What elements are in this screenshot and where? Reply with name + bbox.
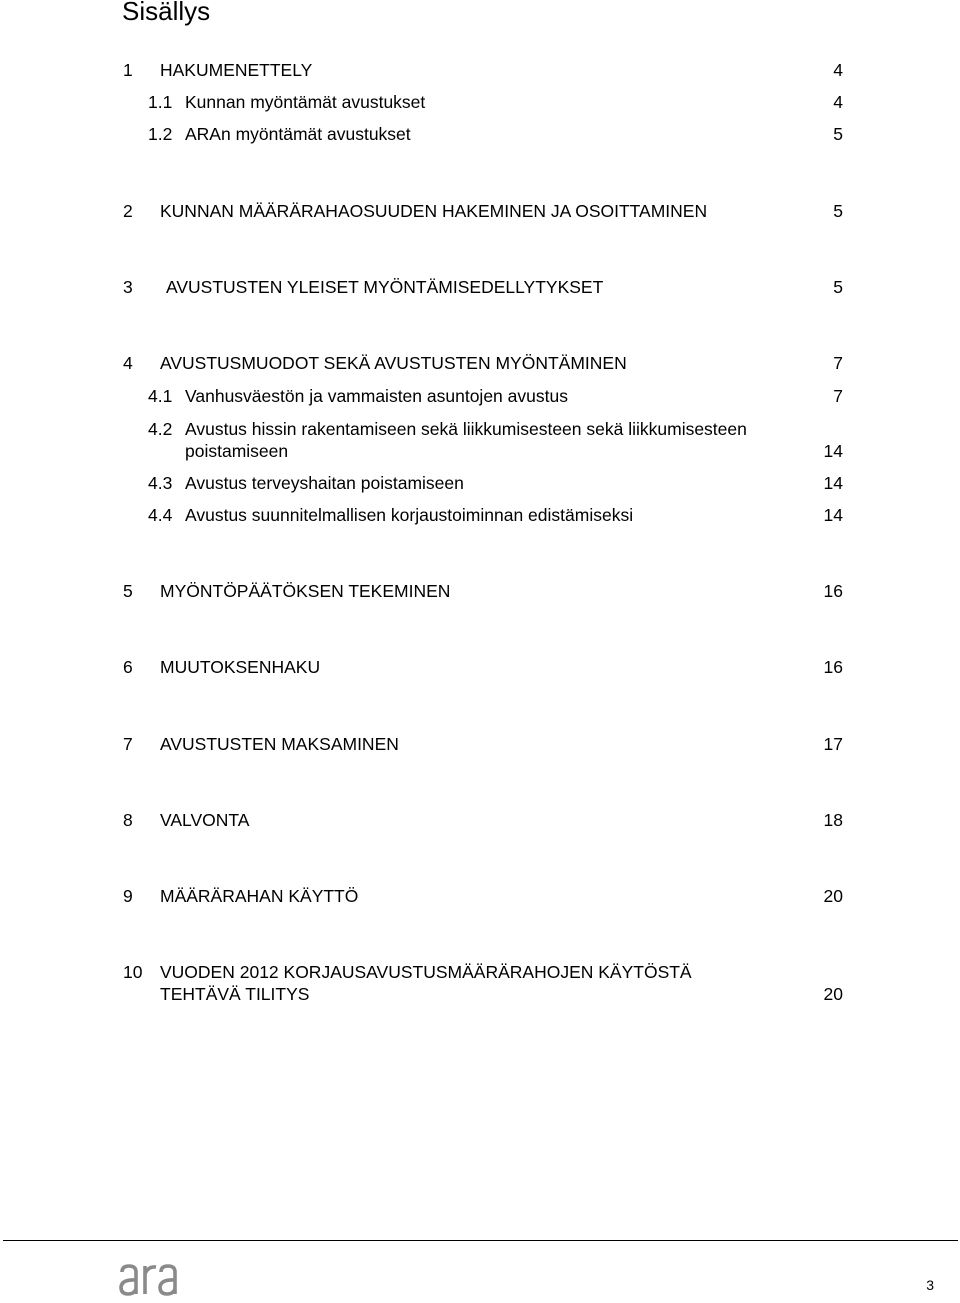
toc-number: 6: [123, 657, 133, 677]
toc-title: VALVONTA: [160, 810, 250, 830]
toc-number: 8: [123, 810, 133, 830]
toc-title: AVUSTUSTEN YLEISET MYÖNTÄMISEDELLYTYKSET: [166, 277, 604, 297]
toc-number: 1.1: [148, 92, 173, 112]
page-number: 3: [926, 1277, 934, 1293]
toc-page-number: 5: [833, 124, 843, 144]
toc-title: Avustus hissin rakentamiseen sekä liikkumisesteen sekä liikkumisesteen: [185, 419, 747, 439]
toc-title: HAKUMENETTELY: [160, 60, 313, 80]
toc-number: 1.2: [148, 124, 173, 144]
toc-page-number: 20: [823, 886, 843, 906]
toc-number: 5: [123, 581, 133, 601]
toc-title: MUUTOKSENHAKU: [160, 657, 321, 677]
toc-number: 4: [123, 353, 133, 373]
toc-number: 3: [123, 277, 133, 297]
toc-title: AVUSTUSMUODOT SEKÄ AVUSTUSTEN MYÖNTÄMINEN: [160, 353, 627, 373]
toc-page-number: 4: [833, 92, 843, 112]
footer-divider: [3, 1240, 958, 1241]
toc-title: AVUSTUSTEN MAKSAMINEN: [160, 734, 399, 754]
toc-page-number: 7: [833, 386, 843, 406]
toc-page-number: 20: [823, 984, 843, 1004]
toc-page-number: 7: [833, 353, 843, 373]
toc-number: 1: [123, 60, 133, 80]
toc-page-number: 14: [823, 441, 843, 461]
toc-number: 2: [123, 201, 133, 221]
toc-page-number: 14: [823, 473, 843, 493]
toc-title: MÄÄRÄRAHAN KÄYTTÖ: [160, 886, 359, 906]
toc-page-number: 5: [833, 201, 843, 221]
toc-number: 7: [123, 734, 133, 754]
ara-logo: [118, 1258, 192, 1300]
toc-title: Avustus terveyshaitan poistamiseen: [185, 473, 464, 493]
toc-title: MYÖNTÖPÄÄTÖKSEN TEKEMINEN: [160, 581, 451, 601]
toc-page-number: 18: [823, 810, 843, 830]
toc-number: 4.3: [148, 473, 173, 493]
toc-heading: Sisällys: [122, 0, 211, 26]
toc-title: VUODEN 2012 KORJAUSAVUSTUSMÄÄRÄRAHOJEN KÄYTÖSTÄ: [160, 962, 692, 982]
toc-page-number: 17: [823, 734, 843, 754]
toc-title: Avustus suunnitelmallisen korjaustoiminnan edistämiseksi: [185, 505, 634, 525]
toc-number: 10: [123, 962, 143, 982]
toc-page-number: 4: [833, 60, 843, 80]
toc-title: Kunnan myöntämät avustukset: [185, 92, 426, 112]
toc-title-continuation: TEHTÄVÄ TILITYS: [160, 984, 310, 1004]
toc-title-continuation: poistamiseen: [185, 441, 289, 461]
toc-number: 4.4: [148, 505, 173, 525]
toc-page-number: 14: [823, 505, 843, 525]
toc-title: KUNNAN MÄÄRÄRAHAOSUUDEN HAKEMINEN JA OSOITTAMINEN: [160, 201, 708, 221]
toc-number: 9: [123, 886, 133, 906]
toc-number: 4.1: [148, 386, 173, 406]
toc-page-number: 5: [833, 277, 843, 297]
toc-page-number: 16: [823, 581, 843, 601]
toc-title: ARAn myöntämät avustukset: [185, 124, 411, 144]
toc-title: Vanhusväestön ja vammaisten asuntojen avustus: [185, 386, 568, 406]
toc-page-number: 16: [823, 657, 843, 677]
toc-number: 4.2: [148, 419, 173, 439]
